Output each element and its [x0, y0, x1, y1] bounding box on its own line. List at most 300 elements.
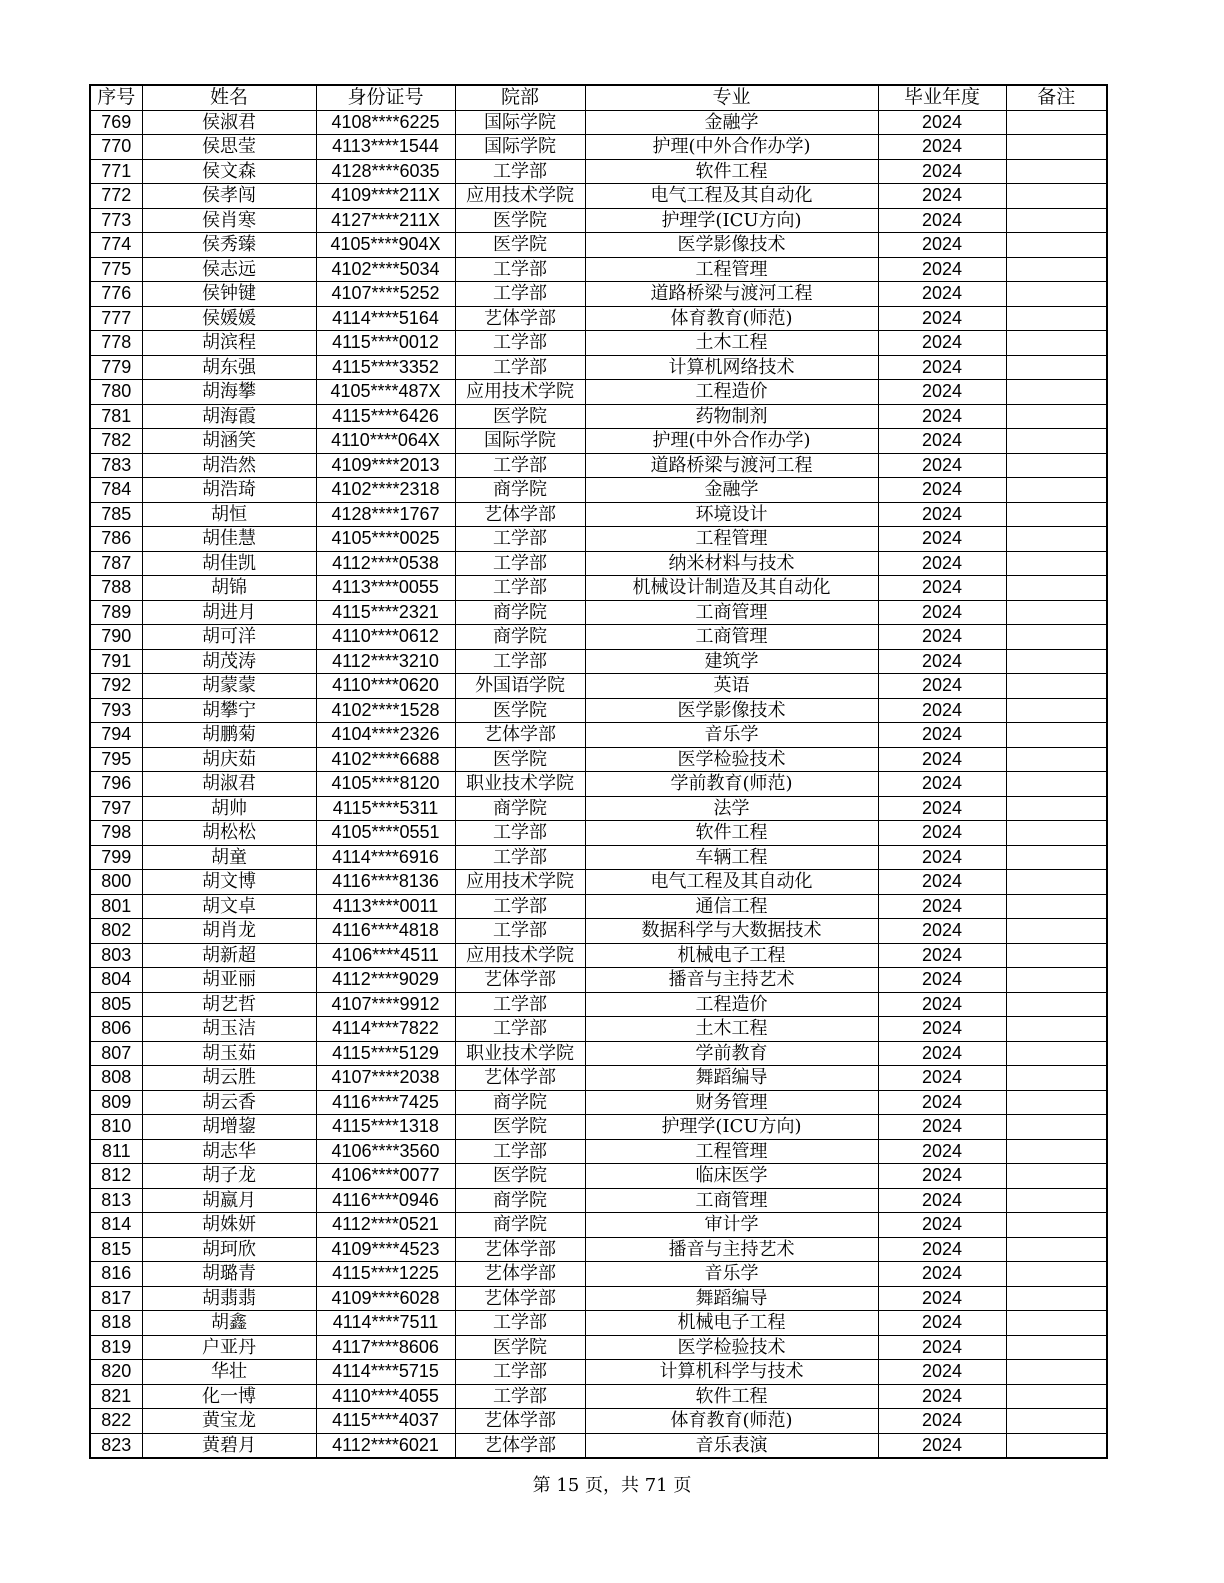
cell-graduation-year: 2024 — [878, 1188, 1006, 1213]
cell-graduation-year: 2024 — [878, 1384, 1006, 1409]
cell-id-number: 4114****7511 — [316, 1311, 455, 1336]
cell-name: 胡姝妍 — [142, 1213, 316, 1238]
cell-remarks — [1006, 331, 1107, 356]
header-graduation-year: 毕业年度 — [878, 85, 1006, 110]
cell-name: 胡锦 — [142, 576, 316, 601]
cell-name: 胡进月 — [142, 600, 316, 625]
table-row — [90, 135, 1107, 160]
table-row — [90, 380, 1107, 405]
cell-seq: 820 — [90, 1360, 142, 1385]
cell-id-number: 4113****0011 — [316, 894, 455, 919]
cell-name: 黄宝龙 — [142, 1409, 316, 1434]
cell-department: 医学院 — [455, 233, 585, 258]
cell-id-number: 4115****0012 — [316, 331, 455, 356]
cell-graduation-year: 2024 — [878, 306, 1006, 331]
cell-major: 学前教育(师范) — [585, 772, 878, 797]
cell-id-number: 4110****064X — [316, 429, 455, 454]
cell-department: 外国语学院 — [455, 674, 585, 699]
cell-graduation-year: 2024 — [878, 1213, 1006, 1238]
cell-graduation-year: 2024 — [878, 1335, 1006, 1360]
cell-seq: 788 — [90, 576, 142, 601]
cell-seq: 822 — [90, 1409, 142, 1434]
cell-department: 医学院 — [455, 1164, 585, 1189]
cell-id-number: 4127****211X — [316, 208, 455, 233]
cell-remarks — [1006, 233, 1107, 258]
cell-department: 艺体学部 — [455, 1066, 585, 1091]
cell-department: 工学部 — [455, 282, 585, 307]
cell-department: 工学部 — [455, 845, 585, 870]
cell-id-number: 4110****4055 — [316, 1384, 455, 1409]
cell-major: 金融学 — [585, 110, 878, 135]
cell-seq: 782 — [90, 429, 142, 454]
header-department: 院部 — [455, 85, 585, 110]
cell-name: 胡浩然 — [142, 453, 316, 478]
cell-seq: 775 — [90, 257, 142, 282]
table-row — [90, 649, 1107, 674]
cell-seq: 787 — [90, 551, 142, 576]
cell-remarks — [1006, 943, 1107, 968]
cell-remarks — [1006, 600, 1107, 625]
cell-graduation-year: 2024 — [878, 110, 1006, 135]
cell-remarks — [1006, 747, 1107, 772]
cell-graduation-year: 2024 — [878, 1164, 1006, 1189]
cell-graduation-year: 2024 — [878, 600, 1006, 625]
cell-major: 审计学 — [585, 1213, 878, 1238]
cell-name: 胡海攀 — [142, 380, 316, 405]
cell-id-number: 4107****9912 — [316, 992, 455, 1017]
cell-id-number: 4116****0946 — [316, 1188, 455, 1213]
cell-name: 胡攀宁 — [142, 698, 316, 723]
table-row — [90, 1090, 1107, 1115]
cell-name: 胡文博 — [142, 870, 316, 895]
cell-seq: 791 — [90, 649, 142, 674]
cell-remarks — [1006, 257, 1107, 282]
table-header — [90, 85, 1107, 110]
cell-remarks — [1006, 1213, 1107, 1238]
cell-department: 工学部 — [455, 1384, 585, 1409]
cell-department: 艺体学部 — [455, 1409, 585, 1434]
cell-graduation-year: 2024 — [878, 208, 1006, 233]
cell-graduation-year: 2024 — [878, 821, 1006, 846]
cell-name: 胡亚丽 — [142, 968, 316, 993]
table-row — [90, 894, 1107, 919]
cell-seq: 772 — [90, 184, 142, 209]
cell-id-number: 4116****8136 — [316, 870, 455, 895]
cell-remarks — [1006, 992, 1107, 1017]
cell-department: 工学部 — [455, 527, 585, 552]
cell-remarks — [1006, 429, 1107, 454]
cell-seq: 784 — [90, 478, 142, 503]
cell-major: 软件工程 — [585, 159, 878, 184]
cell-graduation-year: 2024 — [878, 845, 1006, 870]
cell-graduation-year: 2024 — [878, 233, 1006, 258]
cell-remarks — [1006, 1188, 1107, 1213]
cell-remarks — [1006, 698, 1107, 723]
cell-id-number: 4116****4818 — [316, 919, 455, 944]
cell-major: 医学影像技术 — [585, 233, 878, 258]
table-row — [90, 821, 1107, 846]
cell-graduation-year: 2024 — [878, 1041, 1006, 1066]
cell-name: 户亚丹 — [142, 1335, 316, 1360]
cell-department: 国际学院 — [455, 429, 585, 454]
cell-remarks — [1006, 135, 1107, 160]
cell-remarks — [1006, 1139, 1107, 1164]
cell-seq: 794 — [90, 723, 142, 748]
cell-id-number: 4112****6021 — [316, 1433, 455, 1458]
cell-seq: 781 — [90, 404, 142, 429]
cell-graduation-year: 2024 — [878, 1139, 1006, 1164]
cell-id-number: 4114****5715 — [316, 1360, 455, 1385]
cell-remarks — [1006, 355, 1107, 380]
cell-department: 工学部 — [455, 1139, 585, 1164]
cell-graduation-year: 2024 — [878, 380, 1006, 405]
cell-id-number: 4102****2318 — [316, 478, 455, 503]
cell-seq: 780 — [90, 380, 142, 405]
cell-id-number: 4105****487X — [316, 380, 455, 405]
cell-id-number: 4115****6426 — [316, 404, 455, 429]
cell-graduation-year: 2024 — [878, 576, 1006, 601]
cell-id-number: 4112****0538 — [316, 551, 455, 576]
cell-department: 艺体学部 — [455, 502, 585, 527]
cell-name: 胡珂欣 — [142, 1237, 316, 1262]
cell-major: 工商管理 — [585, 625, 878, 650]
cell-department: 职业技术学院 — [455, 1041, 585, 1066]
cell-department: 应用技术学院 — [455, 943, 585, 968]
cell-department: 医学院 — [455, 698, 585, 723]
cell-seq: 796 — [90, 772, 142, 797]
table-row — [90, 159, 1107, 184]
cell-remarks — [1006, 1409, 1107, 1434]
table-row — [90, 478, 1107, 503]
header-id-number: 身份证号 — [316, 85, 455, 110]
cell-seq: 811 — [90, 1139, 142, 1164]
cell-department: 工学部 — [455, 331, 585, 356]
cell-seq: 799 — [90, 845, 142, 870]
cell-id-number: 4105****8120 — [316, 772, 455, 797]
cell-major: 临床医学 — [585, 1164, 878, 1189]
cell-department: 工学部 — [455, 1360, 585, 1385]
cell-department: 应用技术学院 — [455, 380, 585, 405]
cell-name: 侯思莹 — [142, 135, 316, 160]
cell-department: 工学部 — [455, 1311, 585, 1336]
cell-graduation-year: 2024 — [878, 1237, 1006, 1262]
cell-department: 艺体学部 — [455, 1237, 585, 1262]
table-row — [90, 527, 1107, 552]
header-name: 姓名 — [142, 85, 316, 110]
cell-id-number: 4113****0055 — [316, 576, 455, 601]
cell-name: 胡海霞 — [142, 404, 316, 429]
cell-id-number: 4114****5164 — [316, 306, 455, 331]
cell-department: 商学院 — [455, 796, 585, 821]
table-row — [90, 1066, 1107, 1091]
cell-name: 胡璐青 — [142, 1262, 316, 1287]
cell-major: 工程造价 — [585, 992, 878, 1017]
cell-major: 机械电子工程 — [585, 943, 878, 968]
cell-graduation-year: 2024 — [878, 1311, 1006, 1336]
table-row — [90, 1139, 1107, 1164]
cell-graduation-year: 2024 — [878, 992, 1006, 1017]
cell-graduation-year: 2024 — [878, 772, 1006, 797]
table-row — [90, 845, 1107, 870]
cell-id-number: 4102****1528 — [316, 698, 455, 723]
cell-remarks — [1006, 527, 1107, 552]
cell-id-number: 4115****2321 — [316, 600, 455, 625]
cell-major: 道路桥梁与渡河工程 — [585, 282, 878, 307]
cell-name: 胡佳慧 — [142, 527, 316, 552]
table-row — [90, 282, 1107, 307]
cell-major: 环境设计 — [585, 502, 878, 527]
cell-name: 胡庆茹 — [142, 747, 316, 772]
cell-major: 护理(中外合作办学) — [585, 429, 878, 454]
cell-seq: 798 — [90, 821, 142, 846]
cell-id-number: 4115****5311 — [316, 796, 455, 821]
cell-seq: 770 — [90, 135, 142, 160]
cell-name: 黄碧月 — [142, 1433, 316, 1458]
cell-id-number: 4109****4523 — [316, 1237, 455, 1262]
cell-department: 艺体学部 — [455, 306, 585, 331]
cell-department: 工学部 — [455, 159, 585, 184]
cell-seq: 806 — [90, 1017, 142, 1042]
cell-major: 工程管理 — [585, 257, 878, 282]
table-row — [90, 772, 1107, 797]
cell-name: 侯淑君 — [142, 110, 316, 135]
cell-name: 胡帅 — [142, 796, 316, 821]
cell-id-number: 4115****3352 — [316, 355, 455, 380]
cell-graduation-year: 2024 — [878, 649, 1006, 674]
cell-department: 商学院 — [455, 478, 585, 503]
table-row — [90, 1017, 1107, 1042]
cell-graduation-year: 2024 — [878, 1262, 1006, 1287]
cell-seq: 795 — [90, 747, 142, 772]
cell-department: 商学院 — [455, 625, 585, 650]
cell-seq: 812 — [90, 1164, 142, 1189]
cell-major: 土木工程 — [585, 1017, 878, 1042]
cell-seq: 821 — [90, 1384, 142, 1409]
cell-seq: 808 — [90, 1066, 142, 1091]
cell-department: 国际学院 — [455, 135, 585, 160]
table-row — [90, 453, 1107, 478]
cell-id-number: 4117****8606 — [316, 1335, 455, 1360]
cell-major: 机械电子工程 — [585, 1311, 878, 1336]
table-row — [90, 233, 1107, 258]
cell-name: 侯文森 — [142, 159, 316, 184]
cell-department: 工学部 — [455, 649, 585, 674]
cell-department: 艺体学部 — [455, 1286, 585, 1311]
cell-name: 胡东强 — [142, 355, 316, 380]
cell-major: 通信工程 — [585, 894, 878, 919]
cell-major: 体育教育(师范) — [585, 1409, 878, 1434]
cell-name: 胡滨程 — [142, 331, 316, 356]
cell-name: 侯媛媛 — [142, 306, 316, 331]
cell-major: 工商管理 — [585, 600, 878, 625]
cell-remarks — [1006, 306, 1107, 331]
cell-id-number: 4110****0612 — [316, 625, 455, 650]
cell-graduation-year: 2024 — [878, 894, 1006, 919]
cell-graduation-year: 2024 — [878, 502, 1006, 527]
cell-major: 学前教育 — [585, 1041, 878, 1066]
cell-name: 侯钟键 — [142, 282, 316, 307]
cell-department: 工学部 — [455, 355, 585, 380]
cell-id-number: 4104****2326 — [316, 723, 455, 748]
cell-department: 艺体学部 — [455, 968, 585, 993]
cell-name: 胡可洋 — [142, 625, 316, 650]
table-row — [90, 1237, 1107, 1262]
cell-major: 建筑学 — [585, 649, 878, 674]
cell-department: 职业技术学院 — [455, 772, 585, 797]
cell-seq: 793 — [90, 698, 142, 723]
cell-major: 法学 — [585, 796, 878, 821]
cell-major: 工程管理 — [585, 1139, 878, 1164]
cell-major: 软件工程 — [585, 821, 878, 846]
cell-graduation-year: 2024 — [878, 404, 1006, 429]
cell-major: 计算机网络技术 — [585, 355, 878, 380]
cell-major: 医学影像技术 — [585, 698, 878, 723]
cell-id-number: 4115****1225 — [316, 1262, 455, 1287]
cell-seq: 810 — [90, 1115, 142, 1140]
cell-department: 医学院 — [455, 1335, 585, 1360]
cell-remarks — [1006, 919, 1107, 944]
cell-seq: 769 — [90, 110, 142, 135]
table-row — [90, 625, 1107, 650]
cell-department: 应用技术学院 — [455, 870, 585, 895]
cell-department: 应用技术学院 — [455, 184, 585, 209]
cell-remarks — [1006, 1433, 1107, 1458]
cell-graduation-year: 2024 — [878, 723, 1006, 748]
table-row — [90, 208, 1107, 233]
cell-major: 软件工程 — [585, 1384, 878, 1409]
cell-major: 体育教育(师范) — [585, 306, 878, 331]
table-row — [90, 184, 1107, 209]
cell-major: 护理(中外合作办学) — [585, 135, 878, 160]
cell-department: 工学部 — [455, 1017, 585, 1042]
cell-id-number: 4108****6225 — [316, 110, 455, 135]
cell-major: 计算机科学与技术 — [585, 1360, 878, 1385]
table-row — [90, 1115, 1107, 1140]
cell-seq: 819 — [90, 1335, 142, 1360]
table-row — [90, 1311, 1107, 1336]
cell-seq: 779 — [90, 355, 142, 380]
cell-name: 胡志华 — [142, 1139, 316, 1164]
cell-name: 胡佳凯 — [142, 551, 316, 576]
cell-major: 电气工程及其自动化 — [585, 184, 878, 209]
cell-department: 医学院 — [455, 404, 585, 429]
cell-id-number: 4112****3210 — [316, 649, 455, 674]
cell-name: 胡艺哲 — [142, 992, 316, 1017]
cell-department: 医学院 — [455, 208, 585, 233]
header-seq: 序号 — [90, 85, 142, 110]
cell-graduation-year: 2024 — [878, 1017, 1006, 1042]
cell-department: 工学部 — [455, 919, 585, 944]
cell-name: 胡云香 — [142, 1090, 316, 1115]
cell-graduation-year: 2024 — [878, 429, 1006, 454]
cell-department: 工学部 — [455, 551, 585, 576]
cell-seq: 790 — [90, 625, 142, 650]
cell-seq: 816 — [90, 1262, 142, 1287]
cell-department: 工学部 — [455, 821, 585, 846]
cell-name: 胡涵笑 — [142, 429, 316, 454]
cell-seq: 789 — [90, 600, 142, 625]
cell-id-number: 4106****4511 — [316, 943, 455, 968]
cell-seq: 802 — [90, 919, 142, 944]
table-row — [90, 306, 1107, 331]
cell-major: 金融学 — [585, 478, 878, 503]
cell-seq: 783 — [90, 453, 142, 478]
cell-seq: 774 — [90, 233, 142, 258]
cell-remarks — [1006, 1384, 1107, 1409]
cell-remarks — [1006, 796, 1107, 821]
cell-seq: 817 — [90, 1286, 142, 1311]
cell-remarks — [1006, 1041, 1107, 1066]
cell-name: 侯肖寒 — [142, 208, 316, 233]
cell-seq: 814 — [90, 1213, 142, 1238]
table-row — [90, 1164, 1107, 1189]
cell-id-number: 4109****211X — [316, 184, 455, 209]
cell-remarks — [1006, 110, 1107, 135]
cell-remarks — [1006, 1115, 1107, 1140]
cell-department: 商学院 — [455, 1090, 585, 1115]
table-row — [90, 355, 1107, 380]
cell-seq: 801 — [90, 894, 142, 919]
cell-remarks — [1006, 1311, 1107, 1336]
table-row — [90, 551, 1107, 576]
table-row — [90, 870, 1107, 895]
cell-graduation-year: 2024 — [878, 1066, 1006, 1091]
cell-remarks — [1006, 821, 1107, 846]
cell-remarks — [1006, 1237, 1107, 1262]
cell-department: 医学院 — [455, 747, 585, 772]
cell-id-number: 4105****904X — [316, 233, 455, 258]
cell-graduation-year: 2024 — [878, 355, 1006, 380]
cell-graduation-year: 2024 — [878, 919, 1006, 944]
table-row — [90, 1335, 1107, 1360]
cell-major: 护理学(ICU方向) — [585, 208, 878, 233]
cell-graduation-year: 2024 — [878, 747, 1006, 772]
cell-remarks — [1006, 184, 1107, 209]
cell-seq: 800 — [90, 870, 142, 895]
cell-department: 艺体学部 — [455, 723, 585, 748]
header-remarks: 备注 — [1006, 85, 1107, 110]
cell-major: 护理学(ICU方向) — [585, 1115, 878, 1140]
cell-remarks — [1006, 1090, 1107, 1115]
cell-major: 播音与主持艺术 — [585, 1237, 878, 1262]
cell-graduation-year: 2024 — [878, 135, 1006, 160]
table-row — [90, 747, 1107, 772]
table-row — [90, 1360, 1107, 1385]
table-row — [90, 723, 1107, 748]
cell-name: 胡新超 — [142, 943, 316, 968]
cell-department: 工学部 — [455, 257, 585, 282]
cell-department: 国际学院 — [455, 110, 585, 135]
cell-seq: 803 — [90, 943, 142, 968]
graduate-roster-table — [89, 84, 1108, 1459]
cell-name: 胡嬴月 — [142, 1188, 316, 1213]
table-row — [90, 576, 1107, 601]
cell-major: 音乐学 — [585, 723, 878, 748]
cell-department: 商学院 — [455, 1213, 585, 1238]
table-row — [90, 968, 1107, 993]
cell-id-number: 4105****0551 — [316, 821, 455, 846]
table-row — [90, 1409, 1107, 1434]
cell-graduation-year: 2024 — [878, 1286, 1006, 1311]
cell-graduation-year: 2024 — [878, 331, 1006, 356]
cell-major: 工程造价 — [585, 380, 878, 405]
cell-graduation-year: 2024 — [878, 1433, 1006, 1458]
cell-major: 音乐学 — [585, 1262, 878, 1287]
cell-graduation-year: 2024 — [878, 184, 1006, 209]
cell-id-number: 4128****6035 — [316, 159, 455, 184]
table-row — [90, 1286, 1107, 1311]
cell-name: 侯志远 — [142, 257, 316, 282]
